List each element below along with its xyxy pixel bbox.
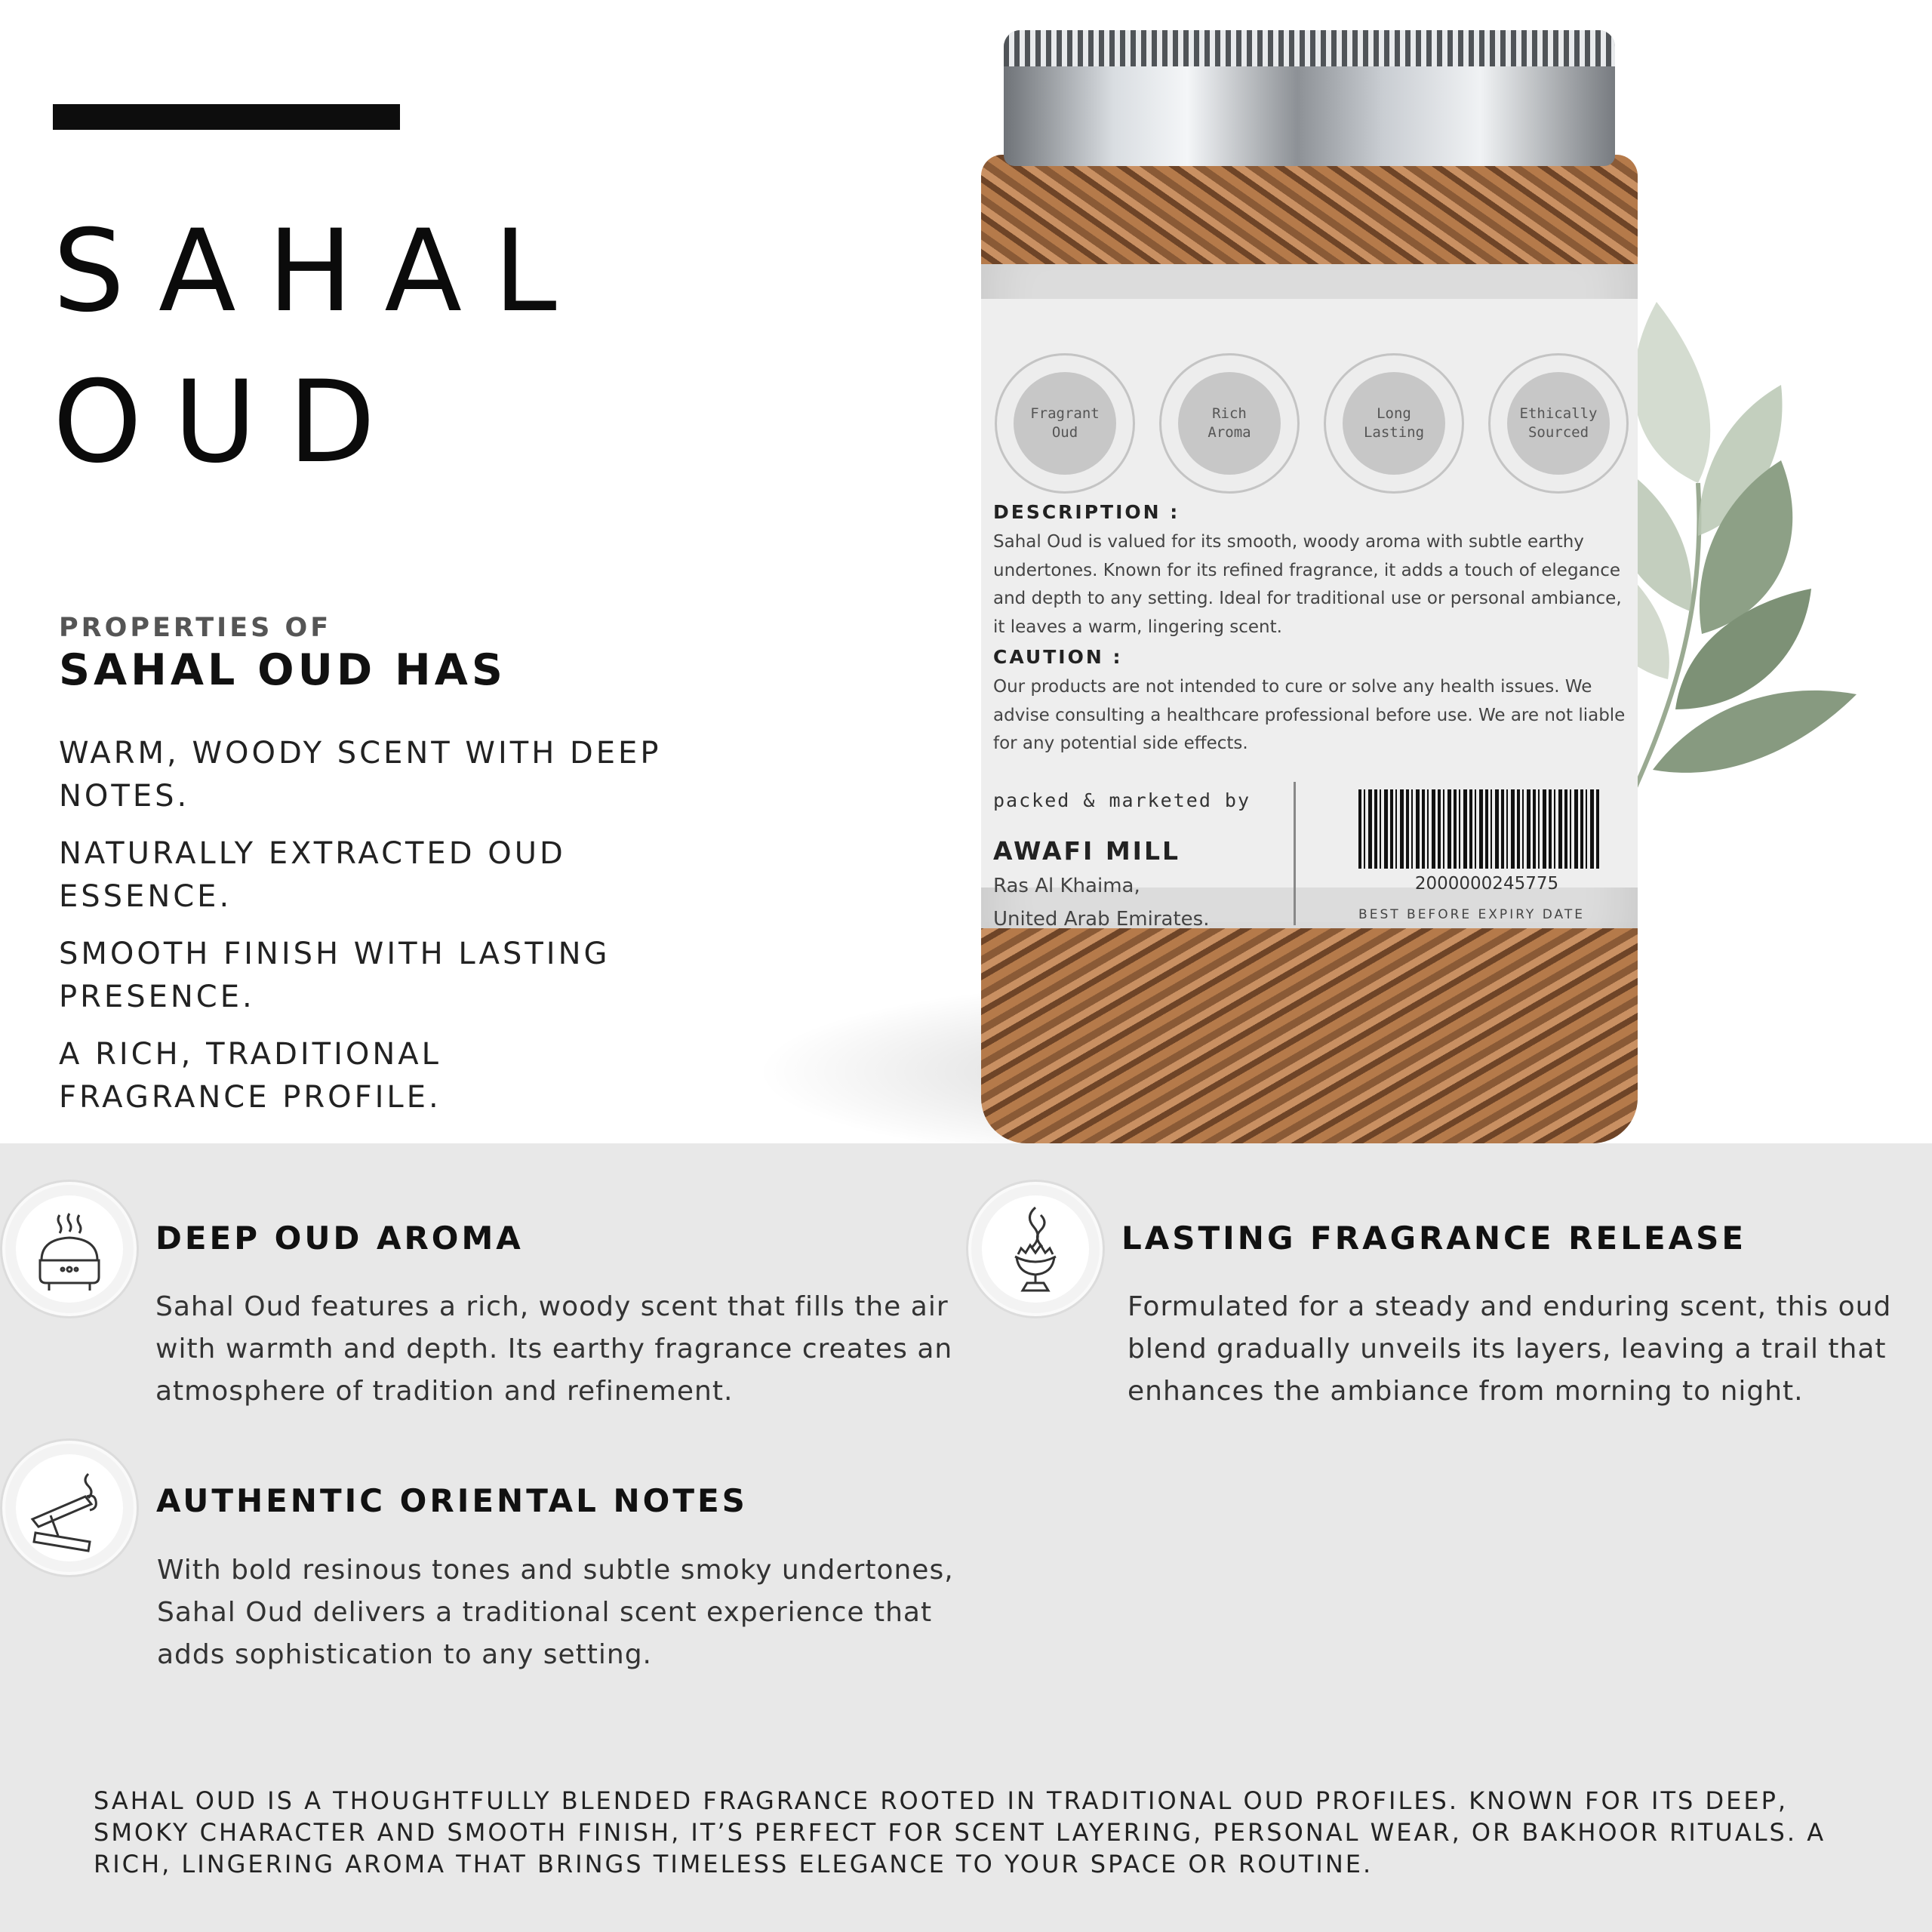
diffuser-icon — [2, 1182, 137, 1316]
brand-address: Ras Al Khaima, United Arab Emirates. — [993, 875, 1210, 931]
badge-ethically-sourced — [1488, 353, 1629, 494]
badge-label: Ethically Sourced — [1519, 405, 1598, 441]
feature-text: Sahal Oud features a rich, woody scent that fills the air with warmth and depth. Its earthy fragrance creates an atmosphere of tradition and refinement. — [155, 1291, 953, 1407]
properties-heading: SAHAL OUD HAS — [59, 645, 506, 695]
feature-text: With bold resinous tones and subtle smoky undertones, Sahal Oud delivers a traditional scent experience that adds sophistication to any setting. — [157, 1555, 954, 1670]
property-item: SMOOTH FINISH WITH LASTING PRESENCE. — [59, 937, 611, 1014]
property-item: NATURALLY EXTRACTED OUD ESSENCE. — [59, 836, 566, 914]
product-title — [53, 196, 589, 498]
properties-list — [59, 732, 663, 1134]
incense-sticks-icon — [2, 1441, 137, 1575]
feature-text: Formulated for a steady and enduring scent, this oud blend gradually unveils its layers, leaving a trail that enhances the ambiance from morning to night. — [1128, 1291, 1892, 1407]
jar-label-panel — [981, 299, 1638, 931]
product-jar — [981, 30, 1638, 1147]
title-line-1: SAHAL — [53, 206, 589, 337]
decorative-top-bar — [53, 104, 400, 130]
barcode-number: 2000000245775 — [1414, 874, 1559, 894]
jar-contents-bottom — [981, 909, 1638, 1143]
caution-heading: CAUTION : — [993, 646, 1123, 668]
label-divider — [1294, 782, 1296, 925]
property-item: WARM, WOODY SCENT WITH DEEP NOTES. — [59, 736, 662, 814]
badge-label: Long Lasting — [1363, 405, 1425, 441]
footer-description: SAHAL OUD IS A THOUGHTFULLY BLENDED FRAGRANCE ROOTED IN TRADITIONAL OUD PROFILES. KNOWN FOR ITS DEEP, SMOKY CHARACTER AND SMOOTH FINISH, IT’S PERFECT FOR SCENT LAYERING, PERSONAL WEAR, OR BAKHOOR RITUALS. A RICH, LINGERING AROMA THAT BRINGS TIMELESS ELEGANCE TO YOUR SPACE OR ROUTINE. — [94, 1786, 1826, 1878]
badge-label: Rich Aroma — [1208, 405, 1251, 441]
jar-lid-ridges — [1004, 30, 1615, 66]
caution-text: Our products are not intended to cure or solve any health issues. We advise consulting a healthcare professional before use. We are not liable for any potential side effects. — [993, 677, 1626, 753]
title-line-2: OUD — [53, 357, 408, 488]
best-before-text: BEST BEFORE EXPIRY DATE — [1358, 907, 1585, 922]
jar-label — [981, 264, 1638, 931]
badge-long-lasting — [1324, 353, 1464, 494]
description-text: Sahal Oud is valued for its smooth, woody aroma with subtle earthy undertones. Known for its refined fragrance, it adds a touch of elegance and depth to any setting. Ideal for traditional use or personal ambiance, it leaves a warm, lingering scent. — [993, 532, 1622, 637]
feature-title: DEEP OUD AROMA — [155, 1220, 524, 1257]
barcode — [1358, 789, 1600, 869]
feature-title: AUTHENTIC ORIENTAL NOTES — [156, 1482, 748, 1519]
badge-fragrant-oud — [995, 353, 1135, 494]
badge-label: Fragrant Oud — [1030, 405, 1100, 441]
properties-kicker: PROPERTIES OF — [59, 613, 332, 643]
incense-burner-icon — [968, 1182, 1103, 1316]
property-item: A RICH, TRADITIONAL FRAGRANCE PROFILE. — [59, 1037, 441, 1115]
brand-name: AWAFI MILL — [993, 836, 1180, 866]
packed-by-label: packed & marketed by — [993, 789, 1251, 811]
badge-rich-aroma — [1159, 353, 1300, 494]
feature-title: LASTING FRAGRANCE RELEASE — [1121, 1220, 1747, 1257]
description-heading: DESCRIPTION : — [993, 501, 1180, 523]
